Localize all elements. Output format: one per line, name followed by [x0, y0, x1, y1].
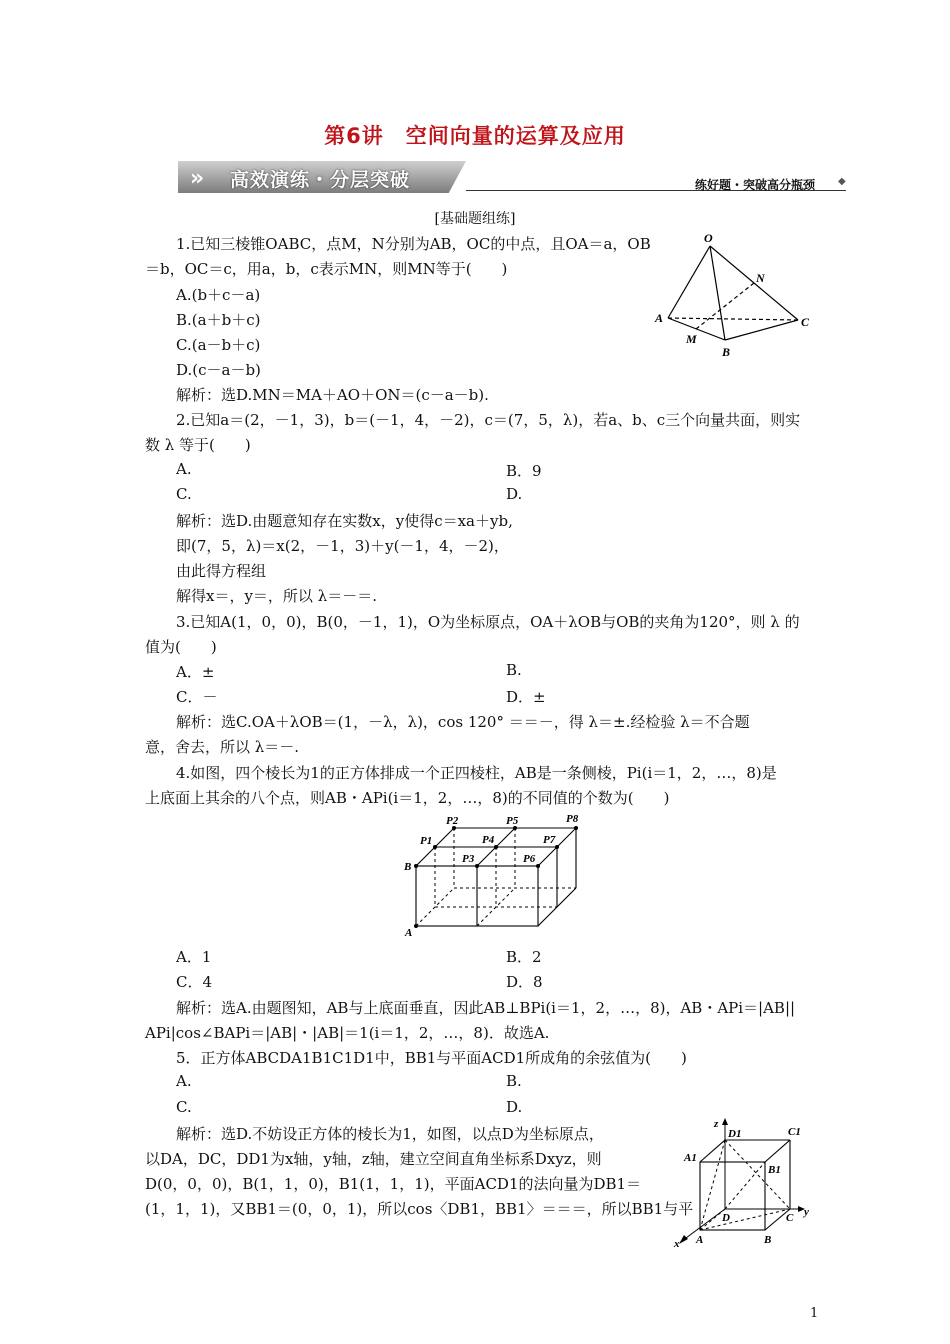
- q1-line2: ＝b，OC＝c，用a，b，c表示MN，则MN等于( ): [145, 260, 508, 278]
- diamond-icon: ◆: [838, 176, 846, 187]
- q5-option-d: D.: [506, 1098, 523, 1116]
- q4-line2: 上底面上其余的八个点，则AB・APi(i＝1，2，…，8)的不同值的个数为( ): [145, 789, 670, 807]
- label-y: y: [804, 1206, 809, 1218]
- label-p2: P2: [446, 815, 459, 827]
- q4-answer-1: 解析：选A.由题图知，AB与上底面垂直，因此AB⊥BPi(i＝1，2，…，8)，AB・APi＝|AB||: [176, 999, 796, 1017]
- label-o: O: [704, 231, 713, 245]
- q2-option-d: D.: [506, 485, 523, 503]
- label-c1: C1: [788, 1126, 801, 1138]
- label-p8: P8: [566, 813, 579, 825]
- q1-answer: 解析：选D.MN＝MA＋AO＋ON＝(c－a－b).: [176, 386, 489, 404]
- q2-answer-1: 解析：选D.由题意知存在实数x，y使得c＝xa＋yb,: [176, 512, 513, 530]
- page-title: 第6讲 空间向量的运算及应用: [324, 124, 626, 148]
- q4-answer-2: APi|cos∠BAPi＝|AB|・|AB|＝1(i＝1，2，…，8)．故选A.: [145, 1024, 550, 1042]
- label-a1: A1: [684, 1152, 697, 1164]
- label-a: A: [696, 1234, 704, 1246]
- q5-option-b: B.: [506, 1072, 522, 1090]
- label-b: B: [722, 345, 731, 359]
- label-b1: B1: [768, 1164, 781, 1176]
- label-x: x: [674, 1238, 680, 1250]
- q5-answer-4: (1，1，1)，又BB1＝(0，0，1)，所以cos〈DB1，BB1〉＝＝＝，所以BB1与平: [145, 1200, 694, 1218]
- label-d: D: [722, 1212, 730, 1224]
- q1-line1: 1.已知三棱锥OABC，点M，N分别为AB，OC的中点，且OA＝a，OB: [176, 235, 651, 253]
- q2-option-a: A.: [176, 460, 192, 478]
- cube-axes-figure: [670, 1115, 820, 1250]
- q2-option-b: B．9: [506, 462, 542, 480]
- label-b: B: [404, 861, 412, 873]
- label-a: A: [405, 927, 413, 939]
- banner-tagline: 练好题・突破高分瓶颈: [695, 178, 816, 192]
- q4-option-d: D．8: [506, 973, 543, 991]
- q3-line1: 3.已知A(1，0，0)，B(0，－1，1)，O为坐标原点，OA＋λOB与OB的夹角为120°，则 λ 的: [176, 613, 800, 631]
- label-z: z: [714, 1118, 719, 1130]
- q3-line2: 值为( ): [145, 638, 217, 656]
- q1-option-c: C.(a－b＋c): [176, 336, 261, 354]
- q5-option-a: A.: [176, 1072, 192, 1090]
- q2-answer-4: 解得x＝，y＝，所以 λ＝－＝.: [176, 587, 377, 605]
- label-p1: P1: [420, 835, 433, 847]
- label-d1: D1: [728, 1128, 742, 1140]
- page-number: 1: [810, 1306, 819, 1321]
- q1-option-a: A.(b＋c－a): [176, 286, 261, 304]
- q3-option-c: C．－: [176, 688, 218, 706]
- q2-line2: 数 λ 等于( ): [145, 436, 251, 454]
- q3-option-a: A．±: [176, 663, 215, 681]
- label-c: C: [801, 315, 810, 329]
- q4-option-b: B．2: [506, 948, 542, 966]
- label-p3: P3: [462, 853, 475, 865]
- label-p4: P4: [482, 834, 495, 846]
- label-c: C: [786, 1212, 794, 1224]
- q5-answer-2: 以DA，DC，DD1为x轴，y轴，z轴，建立空间直角坐标系Dxyz，则: [145, 1150, 602, 1168]
- tetrahedron-figure: [650, 228, 820, 363]
- q3-answer-1: 解析：选C.OA＋λOB＝(1，－λ，λ)，cos 120° ＝＝－，得 λ＝±.经检验 λ＝不合题: [176, 713, 750, 731]
- q1-option-d: D.(c－a－b): [176, 361, 261, 379]
- label-p5: P5: [506, 815, 519, 827]
- q5-answer-3: D(0，0，0)，B(1，1，0)，B1(1，1，1)，平面ACD1的法向量为DB1＝: [145, 1175, 642, 1193]
- label-p7: P7: [543, 834, 556, 846]
- label-p6: P6: [523, 853, 536, 865]
- label-m: M: [686, 332, 697, 346]
- label-a: A: [655, 311, 664, 325]
- q1-option-b: B.(a＋b＋c): [176, 311, 261, 329]
- q3-option-b: B.: [506, 661, 522, 679]
- q3-answer-2: 意，舍去，所以 λ＝－.: [145, 738, 300, 756]
- q5-answer-1: 解析：选D.不妨设正方体的棱长为1，如图，以点D为坐标原点，: [176, 1125, 604, 1143]
- banner-text: 高效演练・分层突破: [230, 169, 411, 191]
- q4-option-a: A．1: [176, 948, 212, 966]
- q2-option-c: C.: [176, 485, 192, 503]
- q4-option-c: C．4: [176, 973, 213, 991]
- q2-answer-2: 即(7，5，λ)＝x(2，－1，3)＋y(－1，4，－2)，: [176, 537, 509, 555]
- q5-option-c: C.: [176, 1098, 192, 1116]
- q4-line1: 4.如图，四个棱长为1的正方体排成一个正四棱柱，AB是一条侧棱，Pi(i＝1，2，…，8)是: [176, 764, 777, 782]
- label-n: N: [756, 271, 765, 285]
- q2-line1: 2.已知a＝(2，－1，3)，b＝(－1，4，－2)，c＝(7，5，λ)，若a、b、c三个向量共面，则实: [176, 411, 801, 429]
- q3-option-d: D．±: [506, 688, 546, 706]
- chevron-right-icon: »: [190, 166, 205, 191]
- section-heading: [基础题组练]: [434, 211, 516, 227]
- label-b: B: [764, 1234, 772, 1246]
- q5-line1: 5．正方体ABCDA1B1C1D1中，BB1与平面ACD1所成角的余弦值为( ): [176, 1049, 687, 1067]
- prism-figure: [396, 810, 596, 940]
- q2-answer-3: 由此得方程组: [176, 562, 267, 580]
